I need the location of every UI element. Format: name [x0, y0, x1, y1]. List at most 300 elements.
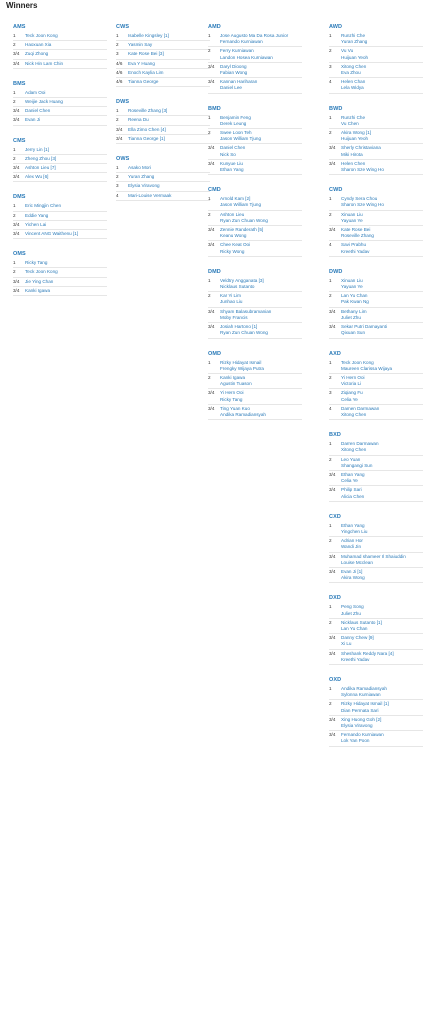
- player-link[interactable]: Sekar Putri Damayanti: [341, 324, 387, 330]
- player-link[interactable]: Benjamin Feng: [220, 114, 251, 120]
- player-link[interactable]: Kate Rose Bei: [341, 227, 371, 233]
- category-bmd: [208, 104, 302, 176]
- placing: 2: [13, 212, 16, 218]
- player-link[interactable]: Peng Song: [341, 604, 364, 610]
- placing: 2: [329, 456, 332, 462]
- player-link[interactable]: Weijie Jack Huang: [25, 99, 63, 105]
- player-link[interactable]: Jerry Lin [1]: [25, 146, 49, 152]
- placing: 2: [208, 293, 211, 299]
- player-link[interactable]: Evan Ji [1]: [341, 568, 363, 574]
- placing: 3/4: [208, 79, 215, 85]
- player-link[interactable]: Akira Wong [1]: [341, 130, 372, 136]
- result-row: [329, 731, 423, 746]
- placing: 1: [13, 33, 16, 38]
- category-title: CWS: [116, 24, 130, 30]
- player-link[interactable]: Ting Yuan Kuo: [220, 405, 250, 411]
- placing: 1: [329, 686, 332, 691]
- player-link[interactable]: Keanu Wong: [220, 233, 247, 239]
- player-names: [220, 115, 302, 127]
- player-link[interactable]: Vincent ANG Waithenu [1]: [25, 231, 79, 237]
- result-row: [329, 359, 423, 374]
- player-link[interactable]: Arnold Kam [2]: [220, 196, 251, 202]
- player-link[interactable]: Sylonna Kurniawan: [341, 692, 381, 698]
- player-link[interactable]: Xi Lu: [341, 641, 352, 647]
- player-link[interactable]: Ziqiang Fu: [341, 390, 363, 396]
- player-link[interactable]: Miki Hirota: [341, 151, 363, 157]
- player-link[interactable]: Ferry Kurniawan: [220, 48, 254, 54]
- player-link[interactable]: Fernando Kurniawan: [220, 39, 263, 45]
- player-link[interactable]: Daryl Dioong: [220, 63, 247, 69]
- player-link[interactable]: Sheshank Reddy Nara [4]: [341, 650, 394, 656]
- player-link[interactable]: Eric Mingjin Chen: [25, 203, 61, 209]
- player-link[interactable]: Andika Ramadiansyah: [220, 411, 266, 417]
- category-amd: [208, 22, 302, 94]
- result-row: [208, 277, 302, 292]
- player-link[interactable]: Reena Du: [128, 117, 149, 123]
- placing: 3/4: [13, 221, 20, 227]
- player-names: [341, 487, 423, 499]
- result-row: [13, 259, 107, 268]
- player-link[interactable]: Damen Darmawan: [341, 405, 380, 411]
- placing: 3/4: [329, 308, 336, 314]
- player-link[interactable]: Yichen Lai: [25, 221, 47, 227]
- player-link[interactable]: Fernando Kurniawan: [341, 732, 384, 738]
- category-cws: [116, 22, 210, 87]
- player-link[interactable]: Ricky Wong: [220, 248, 245, 254]
- placing: 1: [329, 196, 332, 202]
- player-link[interactable]: Junhao Liu: [220, 299, 243, 305]
- player-link[interactable]: Elysia Viravong: [341, 723, 373, 729]
- placing: 2: [208, 374, 211, 380]
- result-row: [329, 471, 423, 486]
- category-title: BXD: [329, 432, 341, 439]
- placing: 3/4: [329, 568, 336, 574]
- player-link[interactable]: Helen Chen: [341, 160, 366, 166]
- player-names: [341, 732, 423, 744]
- player-link[interactable]: Mari-Louise Vermaak: [128, 192, 172, 198]
- category-oxd: [329, 675, 423, 747]
- player-link[interactable]: Swee Loon Teh: [220, 130, 252, 136]
- player-names: [341, 360, 423, 372]
- player-link[interactable]: Lok Yan Poon: [341, 738, 370, 744]
- player-link[interactable]: Kar Yi Lim: [220, 293, 241, 299]
- category-dwd: [329, 267, 423, 339]
- placing: 3/4: [208, 242, 215, 248]
- category-title: CMD: [208, 187, 221, 194]
- player-link[interactable]: Xing Huong Goh [2]: [341, 716, 382, 722]
- player-link[interactable]: Qixuan Sun: [341, 330, 366, 336]
- category-title: DWS: [116, 99, 130, 106]
- player-link[interactable]: Ella Zimo Chen [4]: [128, 126, 166, 132]
- category-cxd: [329, 512, 423, 584]
- placing: 1: [13, 203, 16, 209]
- result-row: [116, 41, 210, 50]
- player-link[interactable]: Ethan Yang: [220, 167, 244, 173]
- player-link[interactable]: Darren Darmawan: [341, 441, 379, 447]
- placing: 3/4: [13, 51, 20, 57]
- player-link[interactable]: Teck Joon Kong: [341, 359, 374, 365]
- placing: 3/4: [329, 227, 336, 233]
- player-link[interactable]: Haoxuan Xia: [25, 42, 52, 48]
- placing: 2: [13, 99, 16, 105]
- result-row: [116, 173, 210, 182]
- player-names: [341, 309, 423, 321]
- result-row: [13, 107, 107, 116]
- player-link[interactable]: Fabian Wong: [220, 70, 248, 76]
- result-row: [329, 308, 423, 323]
- placing: 2: [329, 48, 332, 54]
- player-link[interactable]: Frengky Wijaya Putra: [220, 365, 264, 371]
- player-link[interactable]: Jie Ying Chan: [25, 278, 54, 284]
- result-row: [329, 389, 423, 404]
- player-link[interactable]: Teck Joon Kong: [25, 33, 58, 38]
- category-title: BMS: [13, 80, 26, 87]
- player-names: [341, 635, 423, 647]
- player-link[interactable]: Xinuan Liu: [341, 277, 363, 283]
- player-link[interactable]: Cyndy Sera Chou: [341, 196, 378, 202]
- player-link[interactable]: Enoch Kaylia Lim: [128, 69, 164, 75]
- player-link[interactable]: Eva Zhou: [341, 70, 361, 76]
- placing: 3/4: [116, 126, 123, 132]
- player-names: [341, 701, 423, 713]
- player-names: [220, 242, 302, 254]
- result-row: [13, 212, 107, 221]
- player-link[interactable]: Helen Chan: [341, 79, 366, 85]
- result-row: [208, 63, 302, 78]
- placing: 3/4: [329, 487, 336, 493]
- player-link[interactable]: Ryan Zun Chuan Wong: [220, 217, 268, 223]
- result-row: [116, 78, 210, 87]
- result-row: [329, 634, 423, 649]
- placing: 2: [116, 117, 119, 123]
- placing: 3/4: [208, 308, 215, 314]
- player-names: [128, 79, 210, 85]
- player-names: [220, 64, 302, 76]
- player-link[interactable]: Kannan Hariharan: [220, 79, 258, 85]
- placing: 1: [208, 277, 211, 283]
- player-link[interactable]: Nicklaus Sutanto [1]: [341, 619, 382, 625]
- placing: 1: [13, 89, 16, 95]
- player-link[interactable]: Kanki Igawa: [25, 287, 51, 293]
- player-link[interactable]: Yayuan Ye: [341, 284, 363, 290]
- player-link[interactable]: Jason William Tjung: [220, 202, 262, 208]
- result-row: [208, 47, 302, 62]
- player-link[interactable]: Pak Kwan Ng: [341, 299, 369, 305]
- placing: 1: [208, 33, 211, 38]
- player-names: [341, 115, 423, 127]
- player-link[interactable]: Philip Sari: [341, 487, 362, 493]
- placing: 2: [329, 293, 332, 299]
- player-link[interactable]: Xitong Chen: [341, 63, 367, 69]
- player-names: [25, 99, 107, 105]
- player-names: [341, 278, 423, 290]
- placing: 2: [13, 42, 16, 48]
- player-names: [25, 51, 107, 57]
- player-link[interactable]: Yasmin Say: [128, 42, 153, 48]
- player-names: [220, 212, 302, 224]
- result-row: [329, 537, 423, 552]
- player-link[interactable]: Yuran Zhang: [341, 39, 368, 45]
- player-link[interactable]: Elysia Viravong: [128, 183, 160, 189]
- player-link[interactable]: Alex Wu [6]: [25, 174, 49, 180]
- placing: 4/6: [116, 60, 123, 66]
- player-names: [220, 145, 302, 157]
- player-names: [128, 61, 210, 67]
- player-link[interactable]: Dian Permata Sari: [341, 707, 379, 713]
- player-link[interactable]: Yi Hern Ooi: [341, 374, 365, 380]
- player-names: [341, 651, 423, 663]
- player-link[interactable]: Wandi Jin: [341, 544, 361, 550]
- player-link[interactable]: Tianna George: [128, 79, 159, 85]
- player-link[interactable]: Ethan Yang: [341, 522, 365, 528]
- result-row: [208, 241, 302, 256]
- player-link[interactable]: Juliet Zhu: [341, 314, 361, 320]
- player-names: [25, 279, 107, 285]
- placing: 3/4: [208, 145, 215, 151]
- player-link[interactable]: Akira Wong: [341, 575, 365, 581]
- player-names: [341, 48, 423, 60]
- player-link[interactable]: Celia Ye: [341, 478, 358, 484]
- category-cmd: [208, 185, 302, 257]
- player-link[interactable]: Kreethi Yadav: [341, 248, 370, 254]
- player-link[interactable]: Savi Prabhu: [341, 242, 367, 248]
- category-ams: [13, 22, 107, 69]
- player-link[interactable]: Nick So: [220, 151, 236, 157]
- player-link[interactable]: Lan Yu Chan: [341, 293, 368, 299]
- result-row: [116, 32, 210, 41]
- player-link[interactable]: Vu Vu: [341, 48, 354, 54]
- player-names: [341, 472, 423, 484]
- result-row: [208, 211, 302, 226]
- player-link[interactable]: Yi Hern Ooi: [220, 390, 244, 396]
- result-row: [208, 32, 302, 47]
- player-link[interactable]: Lela Widya: [341, 85, 364, 91]
- player-link[interactable]: Agustin Tuason: [220, 381, 252, 387]
- category-cwd: [329, 185, 423, 257]
- player-link[interactable]: Derek Leung: [220, 120, 247, 126]
- player-names: [341, 324, 423, 336]
- placing: 4: [116, 192, 119, 198]
- player-link[interactable]: Daniel Chen: [25, 108, 51, 114]
- player-names: [341, 604, 423, 616]
- result-row: [13, 155, 107, 164]
- result-row: [329, 292, 423, 307]
- player-link[interactable]: Josiah Hartono [1]: [220, 324, 258, 330]
- player-link[interactable]: Adrian Hor: [341, 538, 363, 544]
- player-names: [341, 64, 423, 76]
- result-row: [329, 160, 423, 175]
- player-link[interactable]: Tianna George [1]: [128, 135, 165, 141]
- player-link[interactable]: Moby Francis: [220, 314, 248, 320]
- player-names: [341, 569, 423, 581]
- category-omd: [208, 349, 302, 421]
- result-row: [208, 226, 302, 241]
- category-title: OXD: [329, 677, 342, 683]
- player-link[interactable]: Jose Augusto Ma Da Rosa Junior: [220, 33, 289, 38]
- player-link[interactable]: Shyam Balasubramanian: [220, 308, 272, 314]
- player-link[interactable]: Runzhi Che: [341, 33, 366, 38]
- category-title: AMS: [13, 24, 26, 30]
- player-link[interactable]: Zennie Randerath [5]: [220, 227, 264, 233]
- player-link[interactable]: Veldtry Angganata [3]: [220, 277, 264, 283]
- player-link[interactable]: Rizky Hidayat Ismail [1]: [341, 701, 389, 707]
- placing: 2: [329, 619, 332, 625]
- player-link[interactable]: Yingchen Liu: [341, 528, 368, 534]
- player-link[interactable]: Ashton Lieu [7]: [25, 165, 56, 171]
- placing: 2: [208, 211, 211, 217]
- result-row: [13, 60, 107, 69]
- player-link[interactable]: Kunyue Liu: [220, 160, 243, 166]
- category-dmd: [208, 267, 302, 339]
- player-link[interactable]: Ethan Yang: [341, 471, 365, 477]
- player-link[interactable]: Sharon Sze Wing Ho: [341, 167, 384, 173]
- player-link[interactable]: Isabelle Kingsley [1]: [128, 33, 169, 38]
- player-names: [220, 196, 302, 208]
- placing: 3/4: [208, 160, 215, 166]
- placing: 2: [13, 269, 16, 275]
- player-link[interactable]: Daniel Chen: [220, 145, 246, 151]
- player-link[interactable]: Sharon Sze Wing Ho: [341, 202, 384, 208]
- category-dxd: [329, 593, 423, 665]
- player-names: [341, 196, 423, 208]
- result-row: [116, 126, 210, 135]
- player-link[interactable]: Yuran Zhang: [128, 174, 155, 180]
- player-link[interactable]: Xitong Chen: [341, 411, 367, 417]
- player-link[interactable]: Chee Keat Ooi: [220, 242, 251, 248]
- category-title: BWD: [329, 105, 343, 112]
- player-names: [128, 42, 210, 48]
- category-dms: [13, 192, 107, 239]
- player-names: [128, 127, 210, 133]
- result-row: [329, 144, 423, 159]
- placing: 1: [116, 165, 119, 171]
- placing: 3/4: [13, 278, 20, 284]
- result-row: [329, 486, 423, 501]
- player-link[interactable]: Xitong Chen: [341, 447, 367, 453]
- player-link[interactable]: Yayuan Ye: [341, 217, 363, 223]
- player-link[interactable]: Ryan Zun Chuan Wong: [220, 330, 268, 336]
- player-link[interactable]: Vu Chen: [341, 120, 359, 126]
- player-link[interactable]: Kanki Igawa: [220, 374, 246, 380]
- player-link[interactable]: Evan Ji: [25, 117, 41, 123]
- player-link[interactable]: Teck Joon Kong: [25, 269, 58, 275]
- player-link[interactable]: Bethany Lim: [341, 308, 367, 314]
- result-row: [116, 192, 210, 201]
- placing: 2: [329, 130, 332, 136]
- result-row: [329, 114, 423, 129]
- player-link[interactable]: Runzhi Che: [341, 114, 366, 120]
- player-names: [25, 231, 107, 237]
- placing: 3: [329, 63, 332, 69]
- placing: 3/4: [329, 324, 336, 330]
- placing: 1: [208, 196, 211, 202]
- result-row: [329, 47, 423, 62]
- result-row: [116, 182, 210, 191]
- player-link[interactable]: Roseville Zhang [3]: [128, 108, 168, 114]
- player-link[interactable]: Juliet Zhu: [341, 610, 361, 616]
- player-names: [25, 90, 107, 96]
- player-link[interactable]: Roseville Zhang: [341, 233, 374, 239]
- category-title: DXD: [329, 595, 341, 602]
- result-row: [208, 405, 302, 420]
- category-title: AWD: [329, 24, 343, 30]
- player-link[interactable]: Celia Ye: [341, 396, 358, 402]
- result-row: [329, 568, 423, 583]
- player-names: [128, 174, 210, 180]
- player-link[interactable]: Shangangi Sun: [341, 462, 373, 468]
- winners-column-1: [13, 22, 107, 306]
- player-link[interactable]: Ricky Tang: [25, 260, 48, 266]
- player-link[interactable]: Leo Yuan: [341, 456, 361, 462]
- player-link[interactable]: Nicklaus Sutanto: [220, 284, 255, 290]
- player-link[interactable]: Jason William Tjung: [220, 136, 262, 142]
- player-link[interactable]: Louise Mcclean: [341, 559, 373, 565]
- result-row: [13, 146, 107, 155]
- result-row: [329, 129, 423, 144]
- player-link[interactable]: Kreethi Yadav: [341, 656, 370, 662]
- category-title: DMS: [13, 194, 26, 201]
- player-names: [25, 222, 107, 228]
- player-names: [25, 147, 107, 153]
- player-link[interactable]: Adam Ooi: [25, 89, 46, 95]
- player-link[interactable]: Huijuan Yeoh: [341, 136, 369, 142]
- player-link[interactable]: Huijuan Yeoh: [341, 54, 369, 60]
- player-link[interactable]: Maureen Clarissa Wijaya: [341, 365, 393, 371]
- player-link[interactable]: Zuqi Zhong: [25, 51, 49, 57]
- placing: 3/4: [329, 732, 336, 738]
- player-names: [128, 33, 210, 39]
- placing: 1: [116, 33, 119, 38]
- player-link[interactable]: Eva Y Huang: [128, 60, 155, 66]
- player-link[interactable]: Rizky Hidayat Ismail: [220, 359, 262, 365]
- player-link[interactable]: Daniel Lee: [220, 85, 242, 91]
- player-names: [220, 48, 302, 60]
- player-names: [341, 161, 423, 173]
- result-row: [208, 114, 302, 129]
- player-link[interactable]: Victoria Li: [341, 381, 362, 387]
- player-names: [341, 227, 423, 239]
- result-row: [329, 650, 423, 665]
- player-link[interactable]: Ricky Tang: [220, 396, 243, 402]
- placing: 3/4: [13, 117, 20, 123]
- player-link[interactable]: Muhamad shameer Il Shaiuddin: [341, 553, 406, 559]
- player-link[interactable]: Danny Chew [9]: [341, 635, 374, 641]
- player-names: [128, 117, 210, 123]
- player-link[interactable]: Xinuan Liu: [341, 211, 363, 217]
- result-row: [116, 50, 210, 59]
- result-row: [329, 226, 423, 241]
- player-link[interactable]: Sherly Christaviana: [341, 145, 381, 151]
- player-names: [128, 51, 210, 57]
- player-link[interactable]: Ashton Lieu: [220, 211, 245, 217]
- category-title: DMD: [208, 268, 221, 275]
- player-link[interactable]: Asako Mori: [128, 165, 151, 171]
- player-link[interactable]: Zheng Zhou [3]: [25, 155, 57, 161]
- player-link[interactable]: Andika Ramadiansyah: [341, 686, 387, 691]
- player-link[interactable]: Alicia Chen: [341, 493, 365, 499]
- player-link[interactable]: Landon Hosea Kurniawan: [220, 54, 273, 60]
- player-link[interactable]: Eddie Yang: [25, 212, 49, 218]
- result-row: [208, 144, 302, 159]
- placing: 2: [329, 538, 332, 544]
- player-link[interactable]: Kate Rose Bei [3]: [128, 51, 164, 57]
- player-names: [341, 390, 423, 402]
- result-row: [208, 359, 302, 374]
- player-names: [220, 161, 302, 173]
- player-link[interactable]: Lan Yu Chan: [341, 625, 368, 631]
- category-ows: [116, 154, 210, 201]
- player-link[interactable]: Nick Hin Lam Chin: [25, 60, 64, 66]
